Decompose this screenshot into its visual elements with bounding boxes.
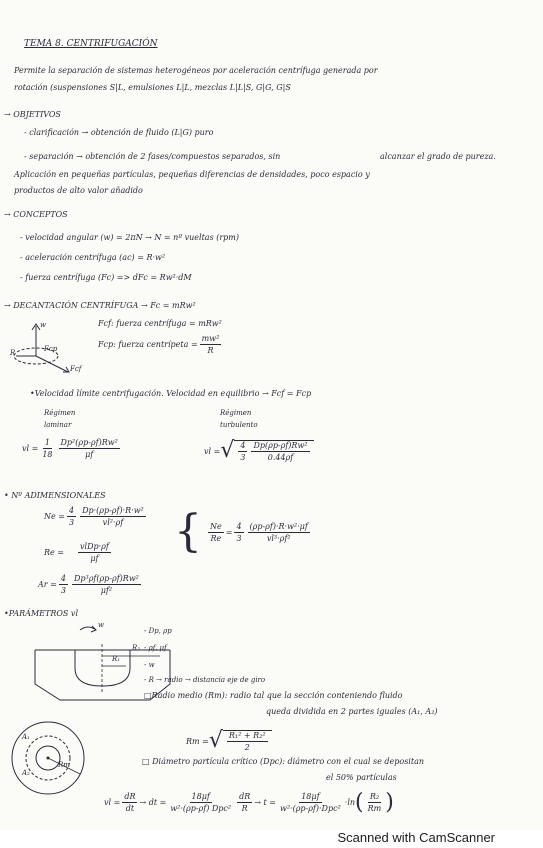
rm-sqrt (209, 730, 272, 752)
ne-num: Dp·(ρp-ρf)·R·w² (82, 506, 144, 515)
close-paren: ) (385, 790, 394, 815)
diametro-line-1: □ Diámetro partícula crítico (Dpc): diámetro con el cual se depositan (142, 757, 425, 766)
ln-fraction (366, 792, 384, 813)
ratio-lhs-den: Re (210, 533, 222, 543)
sqrt-content (234, 440, 313, 462)
param-item-1: - Dp, ρp (144, 627, 172, 635)
sqrt-sign: √ (220, 438, 235, 463)
rm-lhs: Rm = (186, 736, 209, 746)
laminar-coef-num: 1 (44, 438, 50, 447)
arrow-dt: → dt = (139, 798, 167, 807)
final-lhs: vl = (104, 798, 121, 807)
ratio-lhs (208, 522, 224, 543)
ratio-equals: = (225, 527, 233, 537)
t-den: w²·(ρp-ρf)·Dpc² (279, 804, 341, 813)
circle-a1-label: A₁ (22, 733, 30, 741)
ne-re-ratio-equation (170, 506, 312, 557)
aplicacion-line-1: Aplicación en pequeñas partículas, pequeñas diferencias de densidades, poco espacio y (14, 170, 370, 179)
re-equation (44, 542, 113, 563)
objetivos-heading: → OBJETIVOS (4, 110, 61, 119)
laminar-coef-den: 18 (42, 450, 53, 459)
ne-coef-num: 4 (68, 506, 75, 515)
ratio-coefficient (234, 522, 243, 543)
circle-a2-label: A₂ (22, 769, 30, 777)
turbulento-equation (204, 440, 314, 462)
ar-coefficient (59, 574, 68, 595)
laminar-fraction (59, 438, 120, 459)
ar-den: μf² (100, 586, 113, 595)
t-num: 18μf (301, 792, 320, 801)
ratio-coef-den: 3 (236, 533, 242, 543)
turbulento-num: Dp(ρp-ρf)Rw² (253, 441, 308, 450)
ratio-fraction (248, 522, 310, 543)
fcf-vector (36, 356, 68, 372)
objetivo-item-2: - separación → obtención de 2 fases/compuestos separados, sin (24, 152, 281, 161)
dt-den: dt (125, 804, 135, 813)
rm-equation (186, 730, 272, 752)
dr-r-den: R (241, 804, 248, 813)
turbulento-lhs: vl = (204, 446, 221, 456)
arrow-t: → t = (254, 798, 276, 807)
turbulento-den: 0.44ρf (267, 453, 294, 462)
turbulento-label-1: Régimen (220, 409, 252, 417)
adimensionales-heading: • Nº ADIMENSIONALES (4, 491, 106, 500)
re-lhs: Re = (44, 548, 65, 557)
ne-den: vl²·ρf (102, 518, 124, 527)
rotation-arrow-head (91, 626, 96, 632)
ar-equation (38, 574, 143, 595)
velocidad-limite: •Velocidad límite centrifugación. Velocidad en equilibrio → Fcf = Fcp (30, 389, 312, 398)
objetivo-item-1: - clarificación → obtención de fluido (L|G) puro (24, 128, 214, 137)
ratio-coef-num: 4 (236, 521, 242, 531)
param-item-4: - R → radio → distancia eje de giro (144, 676, 266, 684)
ln-num: R₂ (369, 792, 380, 801)
fcp-label: Fcp: fuerza centrípeta = (98, 340, 198, 349)
param-item-2: - ρf, μf (144, 644, 167, 652)
scanner-footer (0, 830, 543, 848)
laminar-num: Dp²(ρp-ρf)Rw² (60, 438, 118, 447)
circle-rm-label: Rm (58, 761, 70, 769)
ne-equation (44, 506, 148, 527)
ar-coef-den: 3 (60, 586, 66, 595)
turbulento-coefficient (238, 441, 247, 462)
rm-fraction (227, 731, 268, 752)
laminar-equation (22, 438, 122, 459)
fcp-fraction (200, 334, 222, 355)
dr-r-num: dR (239, 792, 251, 801)
intro-line-2: rotación (suspensiones S|L, emulsiones L|L, mezclas L|L|S, G|G, G|S (14, 83, 291, 92)
dt-den-expr: w²·(ρp-ρf) Dpc² (170, 804, 232, 813)
inner-liquid-surface (75, 650, 130, 686)
radio-medio-line-2: queda dividida en 2 partes iguales (A₁, A₂) (266, 707, 438, 716)
fcp-denominator: R (207, 346, 214, 355)
laminar-lhs: vl = (22, 444, 39, 453)
turbulento-sqrt (220, 440, 313, 462)
rm-num: R₁² + R₂² (228, 731, 266, 740)
concepto-item-2: - aceleración centrífuga (ac) = R·w² (20, 253, 166, 262)
ln-label: ·ln (344, 798, 356, 807)
fcf-definition: Fcf: fuerza centrífuga = mRw² (98, 319, 222, 328)
scanner-watermark: Scanned with CamScanner (337, 830, 495, 845)
dr-num: dR (124, 792, 136, 801)
laminar-coefficient (40, 438, 54, 459)
t-fraction (278, 792, 343, 813)
curly-brace: { (174, 506, 202, 557)
concepto-item-3: - fuerza centrífuga (Fc) => dFc = Rw²·dM (20, 273, 192, 282)
laminar-den: μf (85, 450, 94, 459)
decantacion-heading: → DECANTACIÓN CENTRÍFUGA → Fc = mRw² (4, 301, 196, 310)
turbulento-fraction (251, 441, 309, 462)
rm-sqrt-content (223, 730, 272, 752)
ar-coef-num: 4 (60, 574, 66, 583)
turbulento-coef-num: 4 (240, 441, 246, 450)
param-item-3: - w (144, 661, 155, 669)
fcp-definition (98, 334, 223, 355)
ar-lhs: Ar = (38, 580, 57, 589)
ar-num: Dp³ρf(ρp-ρf)Rw² (73, 574, 139, 583)
conceptos-heading: → CONCEPTOS (4, 210, 68, 219)
diametro-line-2: el 50% partículas (326, 773, 397, 782)
bowl-r2-label: R₂ (132, 644, 141, 652)
turbulento-label-2: turbulento (220, 421, 258, 429)
settling-time-equation (104, 790, 394, 815)
fcp-numerator: mw² (201, 334, 220, 343)
objetivo-item-2-cont: alcanzar el grado de pureza. (380, 152, 496, 161)
bowl-w-label: w (98, 621, 104, 629)
re-fraction (78, 542, 111, 563)
ne-lhs: Ne = (44, 512, 65, 521)
ne-coefficient (67, 506, 76, 527)
page-title: TEMA 8. CENTRIFUGACIÓN (24, 39, 158, 49)
turbulento-coef-den: 3 (240, 453, 246, 462)
ratio-num: (ρp-ρf)·R·w²·μf (249, 521, 308, 531)
dt-num: 18μf (191, 792, 210, 801)
bowl-r1-label: R₁ (112, 655, 121, 663)
ne-fraction (80, 506, 146, 527)
ne-coef-den: 3 (68, 518, 75, 527)
aplicacion-line-2: productos de alto valor añadido (14, 186, 143, 195)
diagram-fcf-label: Fcf (70, 365, 82, 373)
laminar-label-1: Régimen (44, 409, 76, 417)
re-num: vlDp·ρf (80, 542, 109, 551)
ratio-lhs-num: Ne (210, 521, 222, 531)
ln-den: Rm (367, 804, 382, 813)
diagram-r-label: R (10, 349, 16, 357)
re-den: μf (90, 554, 99, 563)
concepto-item-1: - velocidad angular (w) = 2πN → N = nº vueltas (rpm) (20, 233, 239, 242)
diagram-w-label: w (40, 321, 46, 329)
rm-den: 2 (244, 743, 250, 752)
laminar-label-2: laminar (44, 421, 72, 429)
open-paren: ( (355, 790, 364, 815)
ratio-den: vl³·ρf² (266, 533, 291, 543)
radio-medio-line-1: □Radio medio (Rm): radio tal que la sección conteniendo fluido (144, 691, 403, 700)
dr-dt-fraction (122, 792, 137, 813)
dr-r-fraction (237, 792, 252, 813)
ar-fraction (72, 574, 141, 595)
dt-fraction (168, 792, 233, 813)
parametros-heading: •PARÁMETROS vl (4, 609, 78, 618)
rm-sqrt-sign: √ (208, 728, 223, 753)
intro-line-1: Permite la separación de sistemas heterogéneos por aceleración centrífuga generada por (14, 66, 378, 75)
cross-section-diagram (8, 718, 88, 798)
diagram-fcp-label: Fcp (44, 345, 58, 353)
